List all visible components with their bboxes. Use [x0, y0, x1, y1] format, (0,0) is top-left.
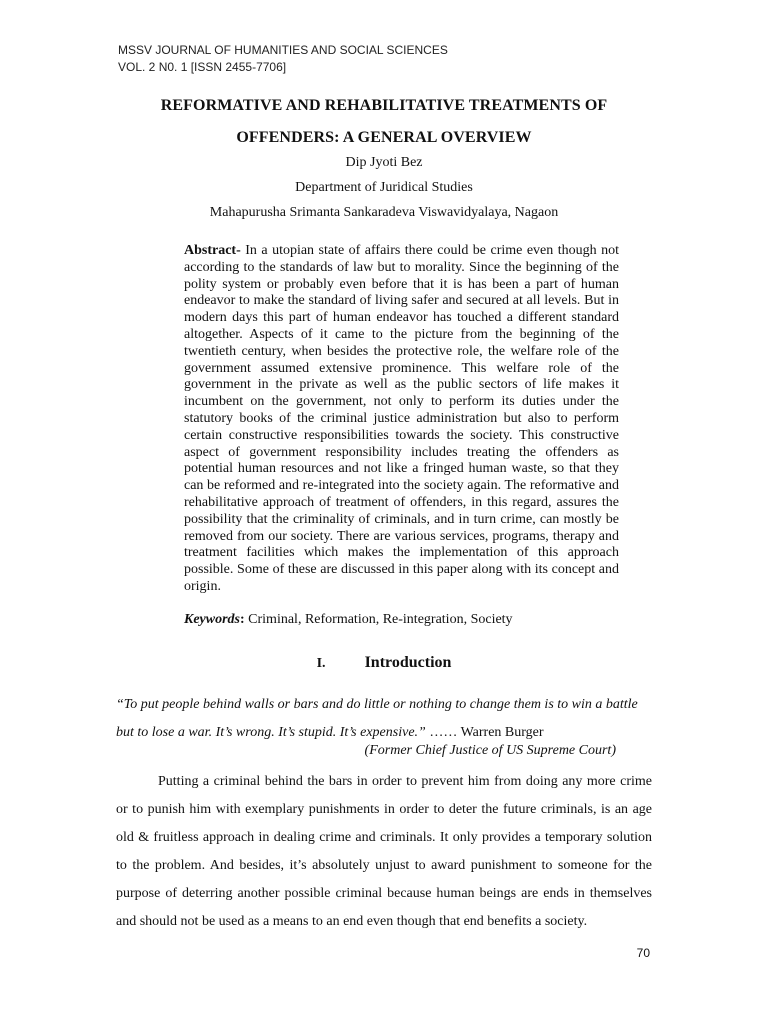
paper-title-line-1: REFORMATIVE AND REHABILITATIVE TREATMENTS OF — [160, 97, 608, 114]
paper-title-line-2: OFFENDERS: A GENERAL OVERVIEW — [236, 129, 532, 146]
paper-title — [0, 90, 768, 154]
author-name: Dip Jyoti Bez — [345, 155, 423, 170]
section-number: I. — [316, 656, 326, 671]
abstract-text: In a utopian state of affairs there could be crime even though not according to the standards of law but to morality. Since the beginning of the polity system or probably even before that it is has been a part of human endeavor to make the standard of living safer and secured at all levels. But in modern days this part of human endeavor has touched a different standard altogether. Aspects of it came to the picture from the beginning of the twentieth century, when besides the protective role, the welfare role of the government assumed extensive prominence. This welfare role of the government in the private as well as the public sectors of life makes it incumbent on the government, not only to perform its duties under the statutory books of the criminal justice administration but also to perform certain constructive responsibilities towards the society. This constructive aspect of government responsibility includes treating the offenders as potential human resources and not like a fringed human waste, so that they can be reformed and re-integrated into the society again. The reformative and rehabilitative approach of treatment of offenders, in this regard, assures the possibility that the criminality of criminals, and in turn crime, can mostly be removed from our society. There are various services, programs, therapy and treatment facilities which makes the implementation of this approach possible. Some of these are discussed in this paper along with its concept and origin. — [184, 243, 619, 594]
journal-header — [118, 42, 448, 76]
keywords-colon: : — [240, 612, 245, 627]
section-title: Introduction — [364, 654, 452, 671]
keywords-text: Criminal, Reformation, Re-integration, Society — [244, 612, 513, 627]
author-block — [0, 150, 768, 225]
journal-volume: VOL. 2 N0. 1 [ISSN 2455-7706] — [118, 60, 287, 74]
keywords-label: Keywords — [184, 612, 240, 627]
page-number: 70 — [636, 946, 650, 960]
journal-name: MSSV JOURNAL OF HUMANITIES AND SOCIAL SCIENCES — [118, 43, 448, 57]
author-department: Department of Juridical Studies — [295, 180, 473, 195]
author-university: Mahapurusha Srimanta Sankaradeva Viswavidyalaya, Nagaon — [209, 205, 559, 220]
epigraph-quote — [116, 691, 652, 747]
quote-ellipsis: …… — [425, 725, 461, 740]
body-paragraph: Putting a criminal behind the bars in order to prevent him from doing any more crime or to punish him with exemplary punishments in order to deter the future criminals, is an age old & fruitless approach in dealing crime and criminals. It only provides a temporary solution to the problem. And besides, it’s absolutely unjust to award punishment to someone for the purpose of deterring another possible criminal because human beings are ends in themselves and should not be used as a means to an end even though that end benefits a society. — [116, 774, 652, 929]
keywords — [184, 611, 619, 628]
abstract — [184, 243, 619, 596]
quote-text: “To put people behind walls or bars and do little or nothing to change them is to win a battle but to lose a war. It’s wrong. It’s stupid. It’s expensive.” — [116, 697, 638, 740]
quote-author: Warren Burger — [460, 725, 544, 740]
abstract-label: Abstract- — [184, 243, 241, 258]
section-heading — [0, 654, 768, 672]
quote-author-role: (Former Chief Justice of US Supreme Court) — [364, 743, 616, 758]
